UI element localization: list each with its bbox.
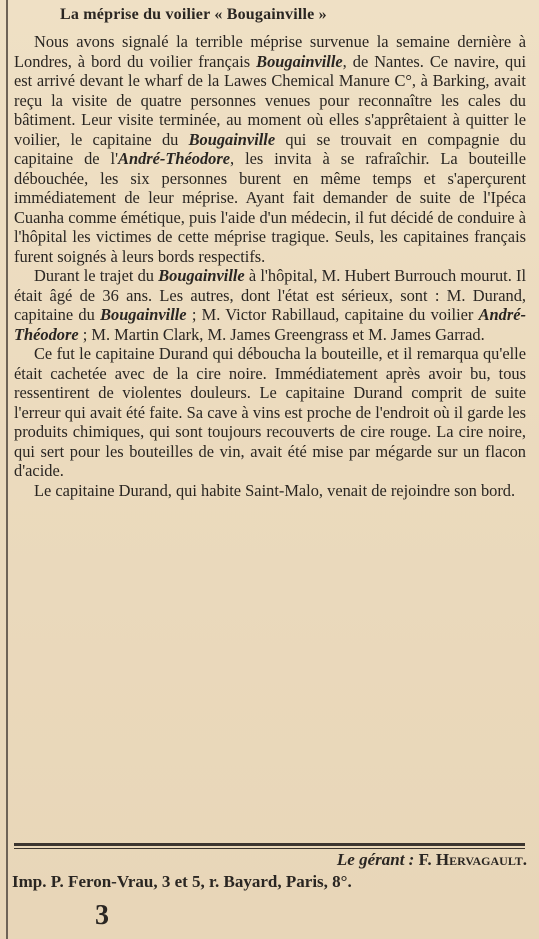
gerant-label: Le gérant : — [336, 850, 415, 869]
text-run: Ce fut le capitaine Durand qui déboucha la bouteille, et il remarqua qu'elle était cachetée avec de la cire noire. Immédiatement après avoir bu, tous ressentirent de violentes douleurs. Le capitaine Durand comprit de suite l'erreur qui avait été faite. Sa cave à vins est proche de l'endroit où il garde les produits chimiques, qui sont toujours recouverts de cire rouge. La cire noire, qui sert pour les bouteilles de vin, avait été mise par mégarde sur un flacon d'acide. — [14, 344, 526, 480]
ship-name: Bougainville — [100, 305, 187, 324]
article-body — [14, 32, 526, 500]
gerant-line — [337, 850, 527, 870]
article — [14, 0, 526, 500]
column-rule — [6, 0, 8, 939]
text-run: Durant le trajet du — [34, 266, 159, 285]
text-run: , les invita à se rafraîchir. La bouteille débouchée, les six personnes burent en même temps et s'aperçurent immédiatement de leur méprise. Ayant fait demander de suite de l'Ipéca Cuanha comme émétique, puis l'aide d'un médecin, il fut décidé de conduire à l'hôpital les victimes de cette méprise tragique. Seuls, les capitaines français furent soignés à leurs bords respectifs. — [14, 149, 526, 266]
page-number: 3 — [95, 900, 109, 931]
ship-name: André-Théodore — [118, 149, 231, 168]
text-run: Nous avons signalé la terrible méprise survenue la semaine dernière à Londres, à bord du voilier français — [14, 32, 526, 71]
ship-name: André-Théodore — [14, 305, 526, 344]
article-paragraph — [14, 32, 526, 266]
text-run: , de Nantes. Ce navire, qui est arrivé devant le wharf de la Lawes Chemical Manure C°, à Barking, avait reçu la visite de quatre personnes venues pour reconnaître les cales du bâtiment. Leur visite terminée, au moment où elles s'apprêtaient à quitter le voilier, le capitaine du — [14, 51, 527, 149]
ship-name: Bougainville — [158, 266, 245, 285]
text-run: ; M. Victor Rabillaud, capitaine du voilier — [186, 305, 479, 324]
text-run: ; M. Martin Clark, M. James Greengrass et M. James Garrad. — [78, 324, 485, 344]
ship-name: Bougainville — [256, 51, 343, 71]
text-run: à l'hôpital, M. Hubert Burrouch mourut. Il était âgé de 36 ans. Les autres, dont l'état est sérieux, sont : M. Durand, capitaine du — [14, 266, 527, 324]
article-paragraph — [14, 481, 526, 501]
printer-imprint: Imp. P. Feron-Vrau, 3 et 5, r. Bayard, Paris, 8°. — [12, 872, 352, 891]
footer-rule-thick — [14, 843, 525, 846]
footer-rule-thin — [14, 848, 525, 849]
gerant-name: F. Hervagault. — [418, 850, 527, 869]
article-paragraph — [14, 344, 526, 481]
article-title: La méprise du voilier « Bougainville » — [60, 6, 327, 23]
text-run: qui se trouvait en compagnie du capitaine de l' — [14, 129, 526, 168]
text-run: Le capitaine Durand, qui habite Saint-Malo, venait de rejoindre son bord. — [34, 480, 516, 500]
ship-name: Bougainville — [188, 129, 276, 149]
article-paragraph — [14, 266, 526, 344]
